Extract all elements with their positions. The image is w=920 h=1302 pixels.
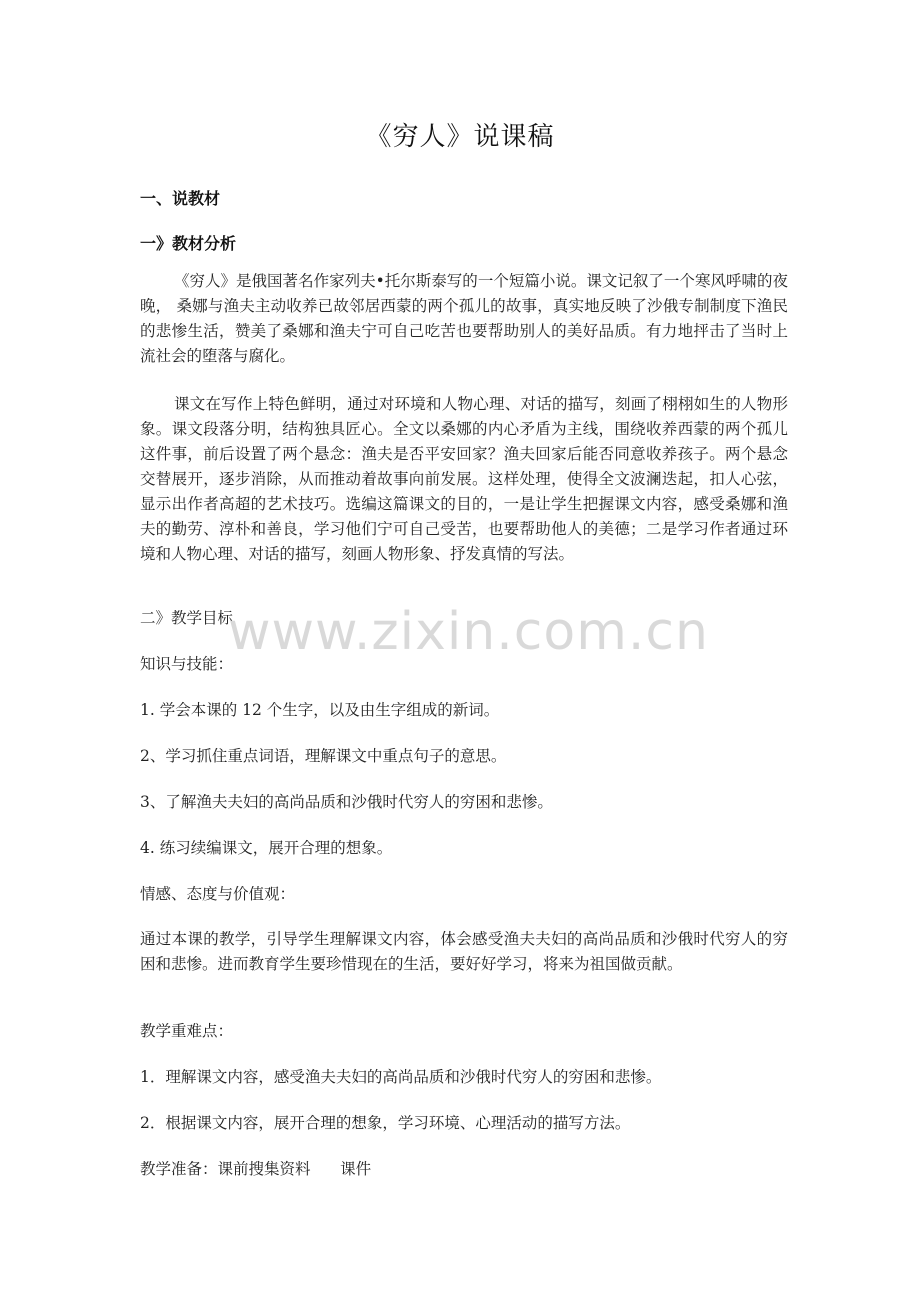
watermark: www.zixin.com.cn [228, 602, 709, 662]
subsection-heading-goals: 二》教学目标 [140, 609, 234, 627]
key-point-item: 2．根据课文内容，展开合理的想象，学习环境、心理活动的描写方法。 [140, 1114, 631, 1132]
goal-item: 2、学习抓住重点词语，理解课文中重点句子的意思。 [140, 747, 507, 765]
goal-item: 1. 学会本课的 12 个生字，以及由生字组成的新词。 [140, 701, 500, 719]
teaching-preparation: 教学准备：课前搜集资料 课件 [140, 1160, 372, 1178]
goal-item: 4. 练习续编课文，展开合理的想象。 [140, 839, 393, 857]
emotion-values-text: 通过本课的教学，引导学生理解课文内容，体会感受渔夫夫妇的高尚品质和沙俄时代穷人的穷困和悲惨。进而教育学生要珍惜现在的生活，要好好学习，将来为祖国做贡献。 [140, 930, 788, 973]
goal-item: 3、了解渔夫夫妇的高尚品质和沙俄时代穷人的穷困和悲惨。 [140, 793, 553, 811]
key-points-label: 教学重难点： [140, 1022, 234, 1040]
section-heading-textbook: 一、说教材 [140, 189, 221, 208]
emotion-values-label: 情感、态度与价值观： [140, 885, 296, 903]
document-title: 《穷人》说课稿 [365, 122, 555, 152]
key-point-item: 1．理解课文内容，感受渔夫夫妇的高尚品质和沙俄时代穷人的穷困和悲惨。 [140, 1068, 662, 1086]
knowledge-skills-label: 知识与技能： [140, 655, 234, 673]
paragraph-analysis-2: 课文在写作上特色鲜明，通过对环境和人物心理、对话的描写，刻画了栩栩如生的人物形象。课文段落分明，结构独具匠心。全文以桑娜的内心矛盾为主线，围绕收养西蒙的两个孤儿这件事，前后设置了两个悬念：渔夫是否平安回家？渔夫回家后能否同意收养孩子。两个悬念交替展开，逐步消除，从而推动着故事向前发展。这样处理，使得全文波澜迭起，扣人心弦，显示出作者高超的艺术技巧。选编这篇课文的目的，一是让学生把握课文内容，感受桑娜和渔夫的勤劳、淳朴和善良，学习他们宁可自己受苦，也要帮助他人的美德；二是学习作者通过环境和人物心理、对话的描写，刻画人物形象、抒发真情的写法。 [140, 395, 788, 563]
paragraph-analysis-1: 《穷人》是俄国著名作家列夫•托尔斯泰写的一个短篇小说。课文记叙了一个寒风呼啸的夜晚， 桑娜与渔夫主动收养已故邻居西蒙的两个孤儿的故事，真实地反映了沙俄专制制度下渔民的悲惨生活，赞美了桑娜和渔夫宁可自己吃苦也要帮助别人的美好品质。有力地抨击了当时上流社会的堕落与腐化。 [140, 272, 788, 365]
subsection-heading-analysis: 一》教材分析 [140, 234, 237, 253]
